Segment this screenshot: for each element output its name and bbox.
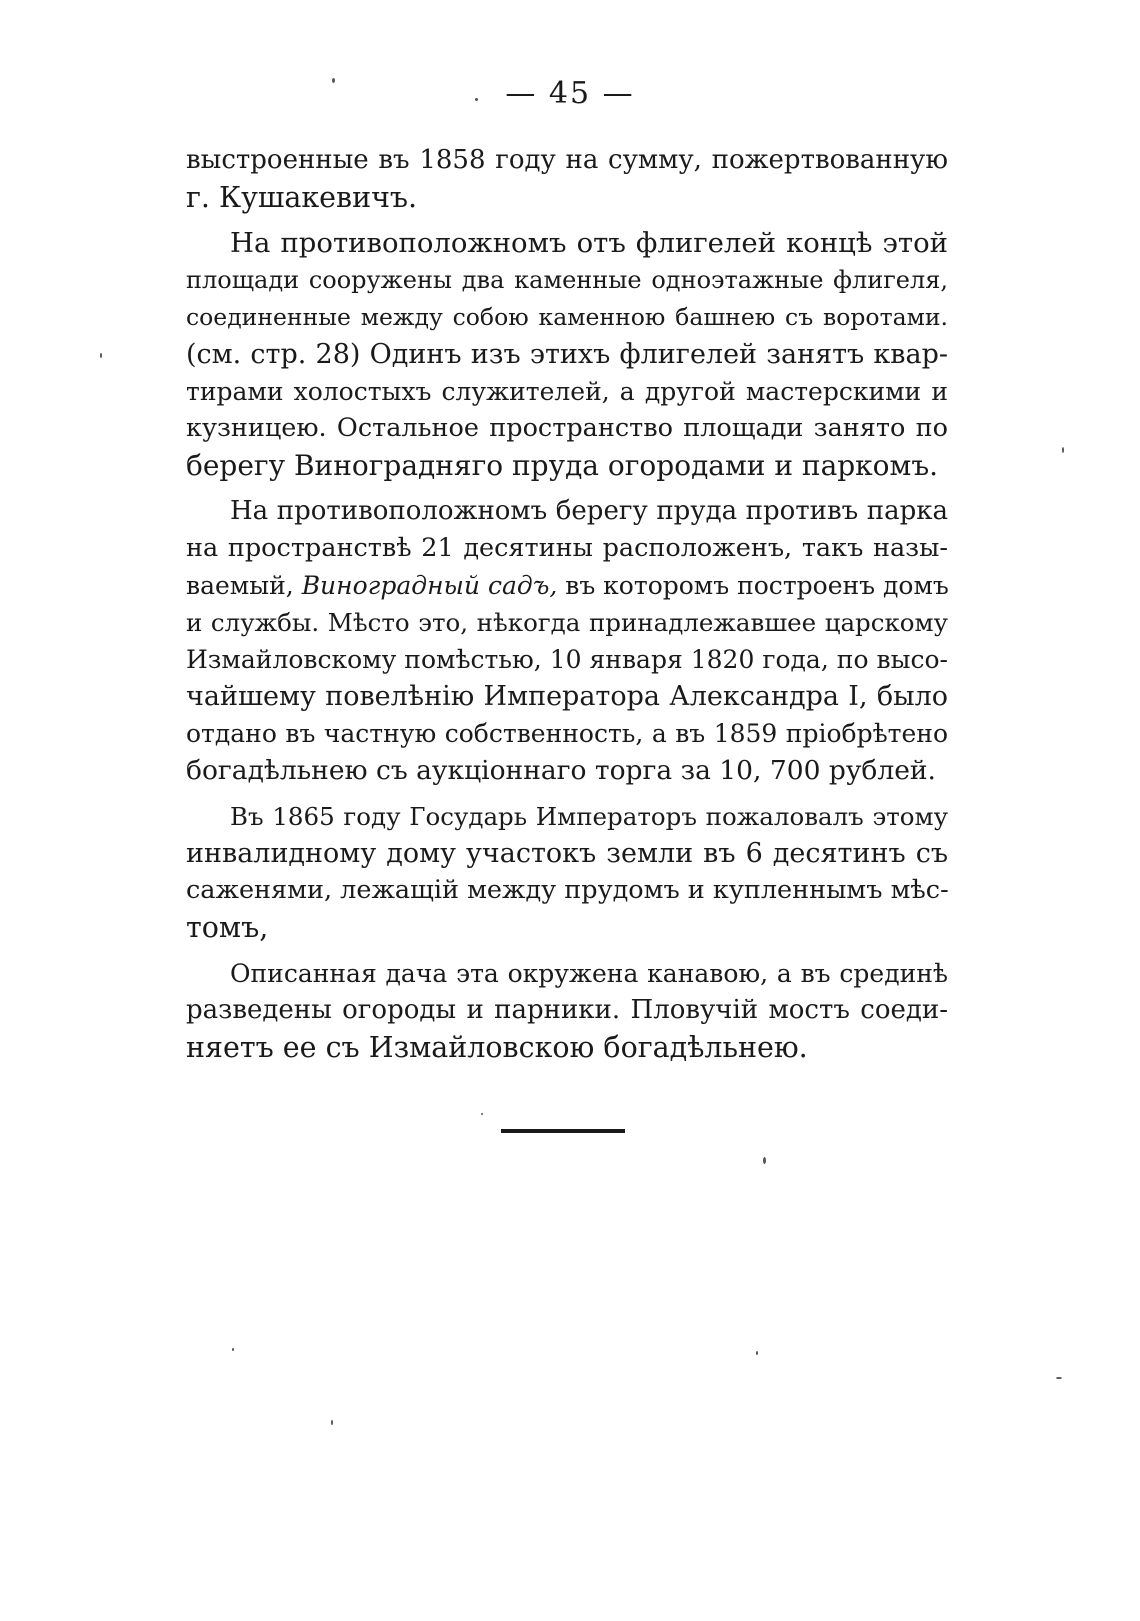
text-line: разведены огороды и парники. Пловучій мостъ соеди- [186,995,948,1025]
scan-speck [100,353,102,358]
scan-speck [756,1351,758,1355]
text-line: площади сооружены два каменные одноэтажные флигеля, [186,266,948,294]
scan-speck [1062,447,1064,453]
text-line: Въ 1865 году Государь Императоръ пожаловалъ этому [230,802,948,831]
text-line: богадѣльнею съ аукціоннаго торга за 10, 700 рублей. [186,755,936,786]
text-line: берегу Виноградняго пруда огородами и паркомъ. [186,449,939,482]
paragraph [186,955,948,1066]
text-line: тирами холостыхъ служителей, а другой мастерскими и [186,377,948,406]
text-fragment: въ которомъ построенъ домъ [557,571,949,600]
text-line: соединенные между собою каменною башнею съ воротами. [186,303,948,331]
text-line: и службы. Мѣсто это, нѣкогда принадлежавшее царскому [186,608,948,637]
section-end-rule [501,1129,625,1133]
text-line: г. Кушакевичъ. [186,181,418,214]
scan-speck [475,98,478,101]
text-line [186,567,948,604]
text-line: кузницею. Остальное пространство площади занято по [186,413,948,443]
text-line: Описанная дача эта окружена канавою, а въ срединѣ [230,959,948,988]
text-line: инвалидному дому участокъ земли въ 6 десятинъ съ [186,838,948,869]
text-fragment: ваемый, [186,571,302,600]
paragraph [186,142,948,216]
scan-speck [481,1113,483,1115]
paragraph [186,225,948,484]
text-line: выстроенные въ 1858 году на сумму, пожертвованную [186,145,948,175]
italic-place-name: Виноградный садъ, [301,571,558,600]
text-line: На противоположномъ берегу пруда противъ парка [230,496,948,526]
text-line: саженями, лежащій между прудомъ и купленнымъ мѣс- [186,875,949,905]
scan-speck [331,1420,333,1425]
paragraph [186,798,948,946]
text-line: на пространствѣ 21 десятины расположенъ, такъ назы- [186,533,948,563]
scan-speck [332,78,335,83]
text-line: (см. стр. 28) Одинъ изъ этихъ флигелей занятъ квар- [186,339,948,370]
text-line: томъ, [186,911,269,944]
text-line: няетъ ее съ Измайловскою богадѣльнею. [186,1031,808,1064]
scan-speck [232,1348,234,1351]
text-line: Измайловскому помѣстью, 10 января 1820 года, по высо- [186,645,948,674]
scan-speck [1056,1377,1062,1379]
paragraph [186,493,948,789]
text-line: отдано въ частную собственность, а въ 1859 пріобрѣтено [186,719,948,748]
scan-speck [763,1157,766,1164]
text-line: На противоположномъ отъ флигелей концѣ этой [230,227,948,259]
body-text [186,142,948,1066]
page-number: — 45 — [505,76,635,111]
text-line: чайшему повелѣнію Императора Александра I, было [186,681,948,712]
